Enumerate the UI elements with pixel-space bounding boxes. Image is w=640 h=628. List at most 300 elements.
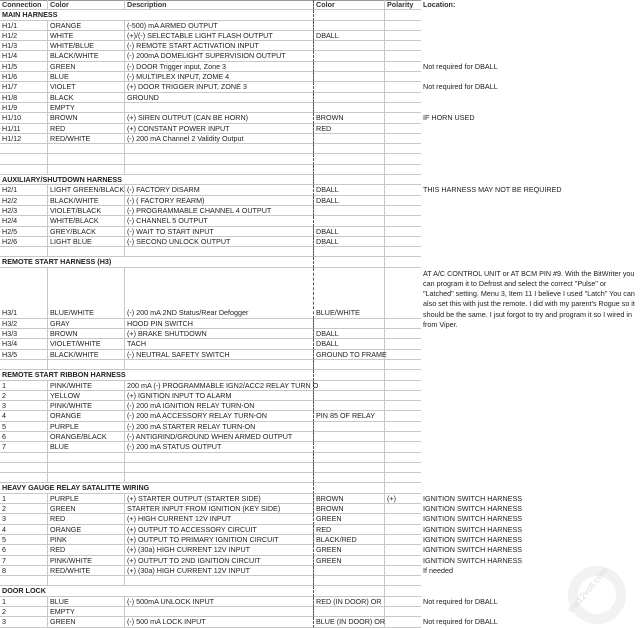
cell-vehicle-color[interactable] — [314, 576, 385, 586]
cell-connection[interactable] — [0, 453, 48, 463]
cell-polarity[interactable] — [385, 185, 421, 195]
cell-vehicle-color[interactable]: DBALL — [314, 196, 385, 206]
cell-description[interactable]: (-) 200 mA 2ND Status/Rear Defogger — [125, 268, 314, 319]
cell-empty[interactable] — [385, 483, 421, 493]
cell-description[interactable]: (-) MULTIPLEX INPUT, ZOME 4 — [125, 72, 314, 82]
cell-description[interactable]: (+) STARTER OUTPUT (STARTER SIDE) — [125, 494, 314, 504]
cell-description[interactable]: (+) CONSTANT POWER INPUT — [125, 124, 314, 134]
cell-vehicle-color[interactable] — [314, 154, 385, 164]
cell-wire-color[interactable]: GREY/BLACK — [48, 227, 125, 237]
cell-connection[interactable]: H2/5 — [0, 227, 48, 237]
cell-polarity[interactable] — [385, 453, 421, 463]
cell-description[interactable]: (-) CHANNEL 5 OUTPUT — [125, 216, 314, 226]
cell-connection[interactable] — [0, 473, 48, 483]
cell-wire-color[interactable]: PINK/WHITE — [48, 556, 125, 566]
cell-vehicle-color[interactable] — [314, 165, 385, 175]
section-title[interactable]: REMOTE START HARNESS (H3) — [0, 257, 125, 267]
cell-location[interactable] — [421, 422, 640, 432]
cell-description[interactable]: (-) 200 mA STARTER RELAY TURN-ON — [125, 422, 314, 432]
cell-location[interactable]: AT A/C CONTROL UNIT or AT BCM PIN #9. With the BitWriter you can program it to Defrost and select the correct "Pulse" or "Latched" setting. Menu 3, Item 11 I believe I used "Latch" You can also set this with just the remote. I did with my parent's Rogue so it should be the same. I jsut forgot to try and program it so I wired in from Viper. — [423, 268, 635, 329]
cell-wire-color[interactable]: RED — [48, 514, 125, 524]
cell-location[interactable] — [421, 72, 640, 82]
cell-polarity[interactable] — [385, 72, 421, 82]
cell-description[interactable]: (+) HIGH CURRENT 12V INPUT — [125, 514, 314, 524]
cell-description[interactable]: TACH — [125, 339, 314, 349]
cell-polarity[interactable] — [385, 463, 421, 473]
cell-description[interactable]: (+) BRAKE SHUTDOWN — [125, 329, 314, 339]
cell-polarity[interactable] — [385, 401, 421, 411]
cell-connection[interactable]: H3/2 — [0, 319, 48, 329]
cell-location[interactable] — [421, 124, 640, 134]
cell-vehicle-color[interactable]: BROWN — [314, 494, 385, 504]
cell-connection[interactable]: H1/4 — [0, 51, 48, 61]
cell-description[interactable]: (-) ANTIGRIND/GROUND WHEN ARMED OUTPUT — [125, 432, 314, 442]
cell-polarity[interactable] — [385, 597, 421, 607]
cell-polarity[interactable] — [385, 62, 421, 72]
cell-polarity[interactable] — [385, 21, 421, 31]
cell-vehicle-color[interactable] — [314, 401, 385, 411]
cell-connection[interactable]: H1/10 — [0, 113, 48, 123]
cell-wire-color[interactable]: RED/WHITE — [48, 134, 125, 144]
cell-polarity[interactable] — [385, 134, 421, 144]
cell-empty[interactable] — [314, 586, 385, 596]
cell-polarity[interactable] — [385, 329, 421, 339]
cell-vehicle-color[interactable]: RED — [314, 525, 385, 535]
cell-polarity[interactable] — [385, 113, 421, 123]
cell-location[interactable] — [421, 319, 640, 329]
cell-wire-color[interactable] — [48, 144, 125, 154]
cell-polarity[interactable] — [385, 268, 421, 319]
cell-description[interactable]: (-) 200 mA IGNITION RELAY TURN-ON — [125, 401, 314, 411]
cell-location[interactable] — [421, 442, 640, 452]
cell-connection[interactable]: 7 — [0, 442, 48, 452]
cell-vehicle-color[interactable]: BLACK/RED — [314, 535, 385, 545]
cell-description[interactable]: (+) (30a) HIGH CURRENT 12V INPUT — [125, 545, 314, 555]
cell-connection[interactable] — [0, 576, 48, 586]
cell-polarity[interactable] — [385, 93, 421, 103]
cell-location[interactable]: IGNITION SWITCH HARNESS — [423, 493, 523, 503]
cell-location[interactable] — [421, 391, 640, 401]
cell-wire-color[interactable]: LIGHT BLUE — [48, 237, 125, 247]
cell-connection[interactable]: 3 — [0, 514, 48, 524]
cell-connection[interactable]: 1 — [0, 381, 48, 391]
cell-location[interactable] — [421, 206, 640, 216]
cell-wire-color[interactable]: ORANGE — [48, 525, 125, 535]
cell-empty[interactable] — [421, 175, 640, 185]
cell-location[interactable]: IGNITION SWITCH HARNESS — [423, 534, 523, 544]
cell-connection[interactable] — [0, 154, 48, 164]
cell-wire-color[interactable]: LIGHT GREEN/BLACK — [50, 185, 125, 195]
cell-wire-color[interactable] — [48, 165, 125, 175]
cell-wire-color[interactable]: BLACK/WHITE — [48, 51, 125, 61]
cell-location[interactable]: Not required for DBALL — [423, 82, 498, 92]
cell-connection[interactable]: H1/9 — [0, 103, 48, 113]
cell-location[interactable] — [421, 381, 640, 391]
cell-vehicle-color[interactable] — [314, 422, 385, 432]
cell-wire-color[interactable] — [48, 360, 125, 370]
cell-empty[interactable] — [421, 10, 640, 20]
cell-vehicle-color[interactable] — [314, 453, 385, 463]
cell-connection[interactable] — [0, 165, 48, 175]
cell-wire-color[interactable]: BLACK/WHITE — [48, 196, 125, 206]
cell-description[interactable]: (-500) mA ARMED OUTPUT — [125, 21, 314, 31]
cell-empty[interactable] — [421, 483, 640, 493]
cell-connection[interactable]: H2/1 — [0, 185, 48, 195]
cell-wire-color[interactable]: RED — [48, 545, 125, 555]
cell-empty[interactable] — [125, 370, 314, 380]
cell-description[interactable] — [125, 453, 314, 463]
cell-wire-color[interactable]: ORANGE/BLACK — [48, 432, 125, 442]
cell-connection[interactable]: H1/7 — [0, 82, 48, 92]
cell-wire-color[interactable]: VIOLET/BLACK — [48, 206, 125, 216]
cell-wire-color[interactable]: PURPLE — [48, 422, 125, 432]
cell-vehicle-color[interactable] — [314, 247, 385, 257]
cell-connection[interactable]: 4 — [0, 525, 48, 535]
cell-location[interactable] — [421, 339, 640, 349]
cell-empty[interactable] — [385, 586, 421, 596]
cell-empty[interactable] — [421, 257, 640, 267]
cell-location[interactable] — [421, 401, 640, 411]
cell-location[interactable] — [421, 93, 640, 103]
cell-vehicle-color[interactable] — [314, 442, 385, 452]
cell-connection[interactable]: 3 — [0, 401, 48, 411]
cell-empty[interactable] — [421, 370, 640, 380]
cell-wire-color[interactable]: WHITE/BLUE — [48, 41, 125, 51]
cell-connection[interactable]: H1/8 — [0, 93, 48, 103]
cell-wire-color[interactable]: WHITE — [48, 31, 125, 41]
cell-connection[interactable]: 2 — [0, 391, 48, 401]
cell-connection[interactable]: H1/1 — [0, 21, 48, 31]
cell-location[interactable]: IGNITION SWITCH HARNESS — [423, 545, 523, 555]
cell-empty[interactable] — [125, 10, 314, 20]
cell-polarity[interactable] — [385, 504, 421, 514]
cell-polarity[interactable] — [385, 206, 421, 216]
cell-location[interactable] — [421, 216, 640, 226]
cell-polarity[interactable] — [385, 442, 421, 452]
cell-description[interactable]: (-) NEUTRAL SAFETY SWITCH — [125, 350, 314, 360]
cell-connection[interactable]: H2/6 — [0, 237, 48, 247]
cell-description[interactable]: (-) SECOND UNLOCK OUTPUT — [125, 237, 314, 247]
cell-connection[interactable]: H1/3 — [0, 41, 48, 51]
cell-description[interactable]: 200 mA (-) PROGRAMMABLE IGN2/ACC2 RELAY TURN O — [127, 380, 319, 390]
cell-empty[interactable] — [314, 483, 385, 493]
cell-wire-color[interactable] — [48, 463, 125, 473]
cell-location[interactable]: IGNITION SWITCH HARNESS — [423, 504, 523, 514]
cell-connection[interactable]: H1/5 — [0, 62, 48, 72]
cell-vehicle-color[interactable]: BROWN — [314, 113, 385, 123]
cell-location[interactable] — [421, 463, 640, 473]
cell-description[interactable] — [125, 473, 314, 483]
cell-location[interactable] — [421, 51, 640, 61]
cell-connection[interactable]: 6 — [0, 545, 48, 555]
cell-polarity[interactable] — [385, 103, 421, 113]
header-connection[interactable]: Connection — [0, 0, 48, 10]
cell-wire-color[interactable] — [48, 154, 125, 164]
cell-description[interactable] — [125, 607, 314, 617]
cell-polarity[interactable] — [385, 422, 421, 432]
cell-connection[interactable]: H2/3 — [0, 206, 48, 216]
cell-polarity[interactable] — [385, 196, 421, 206]
cell-vehicle-color[interactable]: RED (IN DOOR) OR — [314, 597, 385, 607]
section-title[interactable]: MAIN HARNESS — [0, 10, 125, 20]
cell-vehicle-color[interactable] — [314, 206, 385, 216]
cell-description[interactable]: (+) OUTPUT TO PRIMARY IGNITION CIRCUIT — [125, 535, 314, 545]
cell-connection[interactable] — [0, 360, 48, 370]
cell-description[interactable]: (+) IGNITION INPUT TO ALARM — [125, 391, 314, 401]
cell-location[interactable]: IF HORN USED — [423, 113, 475, 123]
cell-polarity[interactable] — [385, 124, 421, 134]
cell-polarity[interactable] — [385, 576, 421, 586]
cell-location[interactable] — [421, 165, 640, 175]
cell-polarity[interactable] — [385, 154, 421, 164]
cell-connection[interactable]: H1/6 — [0, 72, 48, 82]
cell-description[interactable] — [125, 103, 314, 113]
cell-location[interactable] — [421, 196, 640, 206]
cell-vehicle-color[interactable] — [314, 391, 385, 401]
cell-connection[interactable]: 1 — [0, 597, 48, 607]
cell-polarity[interactable] — [385, 51, 421, 61]
cell-location[interactable]: If needed — [423, 565, 453, 575]
cell-vehicle-color[interactable] — [314, 93, 385, 103]
cell-empty[interactable] — [385, 10, 421, 20]
cell-vehicle-color[interactable]: BLUE (IN DOOR) OR — [316, 617, 386, 627]
cell-location[interactable] — [421, 227, 640, 237]
header-polarity[interactable]: Polarity — [385, 0, 421, 10]
cell-description[interactable]: (+) OUTPUT TO ACCESSORY CIRCUIT — [125, 525, 314, 535]
cell-polarity[interactable] — [385, 391, 421, 401]
cell-connection[interactable]: H3/1 — [0, 268, 48, 319]
cell-vehicle-color[interactable]: DBALL — [314, 185, 385, 195]
cell-location[interactable] — [421, 453, 640, 463]
cell-connection[interactable]: 5 — [0, 535, 48, 545]
cell-wire-color[interactable] — [48, 576, 125, 586]
cell-wire-color[interactable]: BLACK — [48, 93, 125, 103]
cell-description[interactable] — [125, 463, 314, 473]
cell-connection[interactable]: H3/5 — [0, 350, 48, 360]
cell-description[interactable] — [125, 154, 314, 164]
cell-vehicle-color[interactable] — [314, 82, 385, 92]
cell-vehicle-color[interactable]: GREEN — [314, 545, 385, 555]
cell-vehicle-color[interactable]: PIN 85 OF RELAY — [314, 411, 385, 421]
cell-connection[interactable] — [0, 144, 48, 154]
cell-polarity[interactable] — [385, 607, 421, 617]
cell-polarity[interactable] — [385, 41, 421, 51]
cell-location[interactable] — [421, 31, 640, 41]
cell-vehicle-color[interactable] — [314, 72, 385, 82]
cell-wire-color[interactable]: YELLOW — [48, 391, 125, 401]
cell-location[interactable]: IGNITION SWITCH HARNESS — [423, 524, 523, 534]
cell-connection[interactable]: H2/2 — [0, 196, 48, 206]
cell-vehicle-color[interactable]: DBALL — [314, 227, 385, 237]
cell-polarity[interactable] — [385, 545, 421, 555]
cell-location[interactable]: Not required for DBALL — [423, 596, 498, 606]
cell-connection[interactable]: H1/11 — [0, 124, 48, 134]
cell-vehicle-color[interactable] — [314, 607, 385, 617]
cell-location[interactable] — [421, 103, 640, 113]
cell-polarity[interactable] — [385, 144, 421, 154]
cell-empty[interactable] — [314, 370, 385, 380]
cell-location[interactable] — [421, 411, 640, 421]
section-title[interactable]: REMOTE START RIBBON HARNESS — [2, 370, 126, 380]
cell-polarity[interactable] — [385, 339, 421, 349]
cell-wire-color[interactable]: WHITE/BLACK — [48, 216, 125, 226]
cell-wire-color[interactable]: RED — [48, 124, 125, 134]
cell-wire-color[interactable] — [48, 247, 125, 257]
cell-empty[interactable] — [125, 175, 314, 185]
cell-connection[interactable]: 8 — [0, 566, 48, 576]
cell-vehicle-color[interactable]: GREEN — [314, 514, 385, 524]
cell-vehicle-color[interactable]: GREEN — [314, 556, 385, 566]
cell-description[interactable]: (-) ( FACTORY REARM) — [125, 196, 314, 206]
cell-wire-color[interactable]: VIOLET — [48, 82, 125, 92]
cell-empty[interactable] — [385, 370, 421, 380]
cell-vehicle-color[interactable] — [314, 473, 385, 483]
cell-description[interactable] — [125, 165, 314, 175]
cell-empty[interactable] — [314, 257, 385, 267]
cell-description[interactable] — [125, 247, 314, 257]
cell-connection[interactable]: H2/4 — [0, 216, 48, 226]
cell-connection[interactable]: 5 — [0, 422, 48, 432]
cell-polarity[interactable] — [385, 514, 421, 524]
cell-location[interactable] — [421, 144, 640, 154]
cell-location[interactable] — [421, 360, 640, 370]
cell-location[interactable] — [421, 432, 640, 442]
cell-empty[interactable] — [125, 586, 314, 596]
cell-location[interactable] — [421, 41, 640, 51]
cell-wire-color[interactable]: BLACK/WHITE — [48, 350, 125, 360]
cell-connection[interactable] — [0, 247, 48, 257]
cell-description[interactable]: (+) (30a) HIGH CURRENT 12V INPUT — [125, 566, 314, 576]
cell-vehicle-color[interactable] — [314, 51, 385, 61]
cell-wire-color[interactable]: ORANGE — [48, 21, 125, 31]
cell-connection[interactable]: H3/3 — [0, 329, 48, 339]
cell-vehicle-color[interactable] — [314, 144, 385, 154]
cell-wire-color[interactable]: BLUE/WHITE — [48, 268, 125, 319]
cell-description[interactable]: (+) OUTPUT TO 2ND IGNITION CIRCUIT — [125, 556, 314, 566]
cell-location[interactable] — [421, 329, 640, 339]
cell-location[interactable] — [421, 21, 640, 31]
cell-wire-color[interactable]: GREEN — [48, 504, 125, 514]
cell-vehicle-color[interactable]: DBALL — [314, 329, 385, 339]
cell-polarity[interactable] — [385, 227, 421, 237]
cell-empty[interactable] — [314, 175, 385, 185]
cell-description[interactable]: (-) FACTORY DISARM — [125, 185, 314, 195]
header-location[interactable]: Location: — [423, 0, 456, 9]
cell-description[interactable]: (+) SIREN OUTPUT (CAN BE HORN) — [125, 113, 314, 123]
cell-vehicle-color[interactable] — [314, 41, 385, 51]
header-vehicle-color[interactable]: Color — [314, 0, 385, 10]
cell-wire-color[interactable]: EMPTY — [48, 103, 125, 113]
cell-description[interactable]: HOOD PIN SWITCH — [125, 319, 314, 329]
cell-location[interactable] — [421, 154, 640, 164]
cell-vehicle-color[interactable]: DBALL — [314, 339, 385, 349]
cell-description[interactable]: (+)/(-) SELECTABLE LIGHT FLASH OUTPUT — [125, 31, 314, 41]
header-color[interactable]: Color — [48, 0, 125, 10]
cell-vehicle-color[interactable] — [314, 463, 385, 473]
cell-vehicle-color[interactable] — [314, 319, 385, 329]
cell-wire-color[interactable]: GREEN — [48, 62, 125, 72]
cell-vehicle-color[interactable] — [314, 103, 385, 113]
cell-wire-color[interactable]: GRAY — [48, 319, 125, 329]
cell-connection[interactable]: 7 — [0, 556, 48, 566]
cell-location[interactable] — [421, 350, 640, 360]
cell-polarity[interactable] — [385, 247, 421, 257]
cell-wire-color[interactable]: EMPTY — [48, 607, 125, 617]
cell-location[interactable] — [421, 247, 640, 257]
cell-empty[interactable] — [385, 175, 421, 185]
cell-connection[interactable]: 3 — [0, 617, 48, 627]
cell-description[interactable]: (-) 500 mA LOCK INPUT — [125, 617, 314, 627]
cell-wire-color[interactable] — [48, 473, 125, 483]
cell-connection[interactable]: H3/4 — [0, 339, 48, 349]
cell-description[interactable]: GROUND — [125, 93, 314, 103]
cell-empty[interactable] — [125, 257, 314, 267]
cell-wire-color[interactable]: BROWN — [48, 113, 125, 123]
section-title[interactable]: HEAVY GAUGE RELAY SATALITTE WIRING — [2, 483, 150, 493]
cell-wire-color[interactable]: VIOLET/WHITE — [48, 339, 125, 349]
cell-polarity[interactable] — [385, 216, 421, 226]
cell-vehicle-color[interactable] — [314, 360, 385, 370]
cell-wire-color[interactable]: PINK/WHITE — [48, 381, 125, 391]
cell-description[interactable]: (-) 200 mA ACCESSORY RELAY TURN-ON — [125, 411, 314, 421]
cell-polarity[interactable] — [385, 165, 421, 175]
cell-polarity[interactable] — [385, 381, 421, 391]
cell-vehicle-color[interactable] — [314, 216, 385, 226]
cell-location[interactable]: IGNITION SWITCH HARNESS — [423, 514, 523, 524]
cell-location[interactable] — [421, 134, 640, 144]
cell-polarity[interactable] — [385, 411, 421, 421]
cell-description[interactable]: (-) WAIT TO START INPUT — [125, 227, 314, 237]
cell-vehicle-color[interactable] — [314, 432, 385, 442]
cell-location[interactable]: THIS HARNESS MAY NOT BE REQUIRED — [423, 185, 562, 195]
cell-wire-color[interactable]: ORANGE — [48, 411, 125, 421]
cell-wire-color[interactable]: PINK/WHITE — [48, 401, 125, 411]
cell-wire-color[interactable]: BLUE — [48, 442, 125, 452]
cell-polarity[interactable] — [385, 525, 421, 535]
cell-wire-color[interactable]: PURPLE — [48, 494, 125, 504]
cell-vehicle-color[interactable]: DBALL — [314, 237, 385, 247]
cell-polarity[interactable] — [385, 473, 421, 483]
cell-polarity[interactable] — [385, 535, 421, 545]
cell-location[interactable] — [421, 473, 640, 483]
cell-connection[interactable]: 1 — [0, 494, 48, 504]
cell-polarity[interactable] — [385, 556, 421, 566]
cell-connection[interactable]: 6 — [0, 432, 48, 442]
cell-empty[interactable] — [314, 10, 385, 20]
cell-description[interactable] — [125, 360, 314, 370]
cell-wire-color[interactable]: RED/WHITE — [48, 566, 125, 576]
cell-polarity[interactable] — [385, 237, 421, 247]
cell-description[interactable]: (+) DOOR TRIGGER INPUT, ZONE 3 — [125, 82, 314, 92]
cell-description[interactable]: (-) REMOTE START ACTIVATION INPUT — [125, 41, 314, 51]
cell-polarity[interactable] — [385, 31, 421, 41]
cell-wire-color[interactable]: GREEN — [48, 617, 125, 627]
cell-location[interactable]: Not required for DBALL — [423, 61, 498, 71]
cell-vehicle-color[interactable] — [314, 62, 385, 72]
cell-description[interactable]: STARTER INPUT FROM IGNITION (KEY SIDE) — [125, 504, 314, 514]
cell-description[interactable] — [125, 144, 314, 154]
cell-location[interactable]: IGNITION SWITCH HARNESS — [423, 555, 523, 565]
cell-empty[interactable] — [125, 483, 314, 493]
cell-empty[interactable] — [385, 257, 421, 267]
cell-vehicle-color[interactable]: GROUND TO FRAME — [316, 349, 387, 359]
cell-vehicle-color[interactable]: DBALL — [314, 31, 385, 41]
cell-polarity[interactable] — [385, 566, 421, 576]
cell-description[interactable]: (-) DOOR Trigger input, Zone 3 — [125, 62, 314, 72]
cell-connection[interactable]: H1/2 — [0, 31, 48, 41]
cell-polarity[interactable] — [385, 360, 421, 370]
cell-description[interactable]: (-) PROGRAMMABLE CHANNEL 4 OUTPUT — [125, 206, 314, 216]
